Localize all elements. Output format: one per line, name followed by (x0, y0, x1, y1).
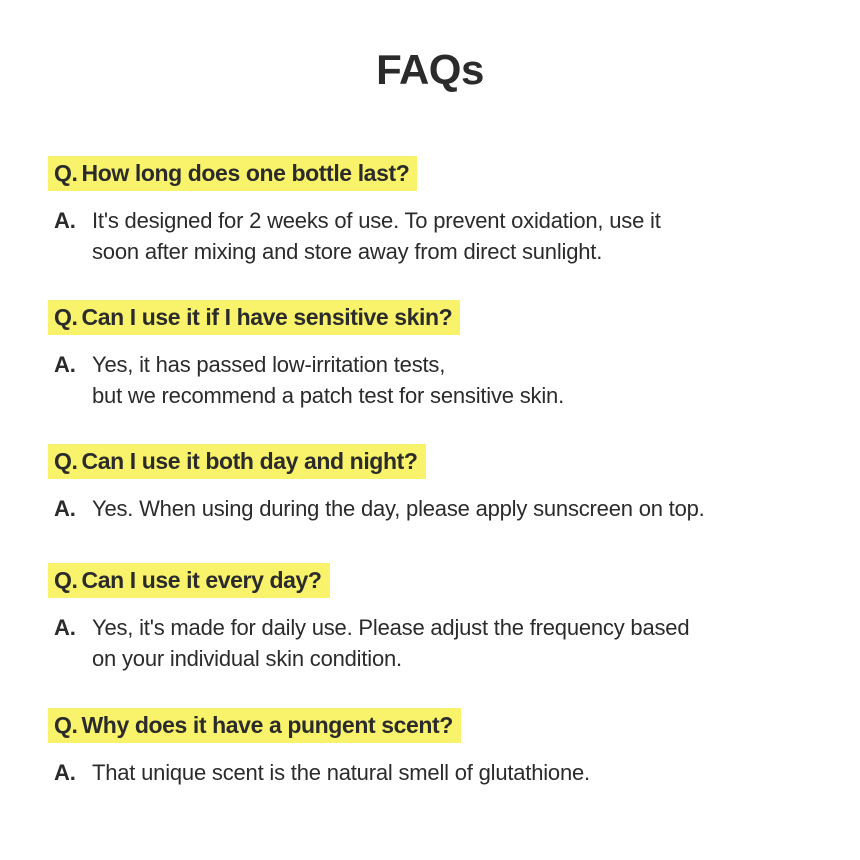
answer-line: soon after mixing and store away from direct sunlight. (92, 239, 603, 264)
faq-item (48, 156, 828, 267)
answer-text (92, 757, 828, 788)
faq-answer (48, 205, 828, 267)
answer-text (92, 493, 828, 524)
question-prefix: Q. (54, 712, 78, 738)
answer-line: That unique scent is the natural smell of glutathione. (92, 760, 590, 785)
page-title: FAQs (376, 46, 484, 93)
question-prefix: Q. (54, 448, 78, 474)
faq-question (48, 156, 417, 191)
answer-prefix: A. (54, 760, 76, 785)
answer-prefix: A. (54, 496, 76, 521)
question-prefix: Q. (54, 567, 78, 593)
answer-line: Yes. When using during the day, please apply sunscreen on top. (92, 496, 705, 521)
faq-question (48, 300, 460, 335)
faq-item (48, 300, 828, 411)
faq-answer (48, 349, 828, 411)
question-text: Why does it have a pungent scent? (81, 712, 453, 738)
faq-question (48, 444, 426, 479)
faq-item (48, 444, 828, 524)
answer-prefix: A. (54, 352, 76, 377)
answer-prefix: A. (54, 615, 76, 640)
question-text: Can I use it if I have sensitive skin? (81, 304, 453, 330)
question-prefix: Q. (54, 304, 78, 330)
question-text: How long does one bottle last? (81, 160, 410, 186)
faq-question (48, 708, 461, 743)
answer-line: Yes, it's made for daily use. Please adjust the frequency based (92, 615, 690, 640)
question-text: Can I use it every day? (81, 567, 322, 593)
faq-answer (48, 493, 828, 524)
faq-question (48, 563, 330, 598)
answer-text (92, 612, 828, 674)
answer-text (92, 349, 828, 411)
answer-line: It's designed for 2 weeks of use. To prevent oxidation, use it (92, 208, 661, 233)
faq-answer (48, 757, 828, 788)
question-prefix: Q. (54, 160, 78, 186)
answer-prefix: A. (54, 208, 76, 233)
faq-answer (48, 612, 828, 674)
question-text: Can I use it both day and night? (81, 448, 418, 474)
answer-line: Yes, it has passed low-irritation tests, (92, 352, 446, 377)
answer-text (92, 205, 828, 267)
faq-item (48, 563, 828, 674)
answer-line: on your individual skin condition. (92, 646, 402, 671)
faq-item (48, 708, 828, 788)
answer-line: but we recommend a patch test for sensitive skin. (92, 383, 564, 408)
